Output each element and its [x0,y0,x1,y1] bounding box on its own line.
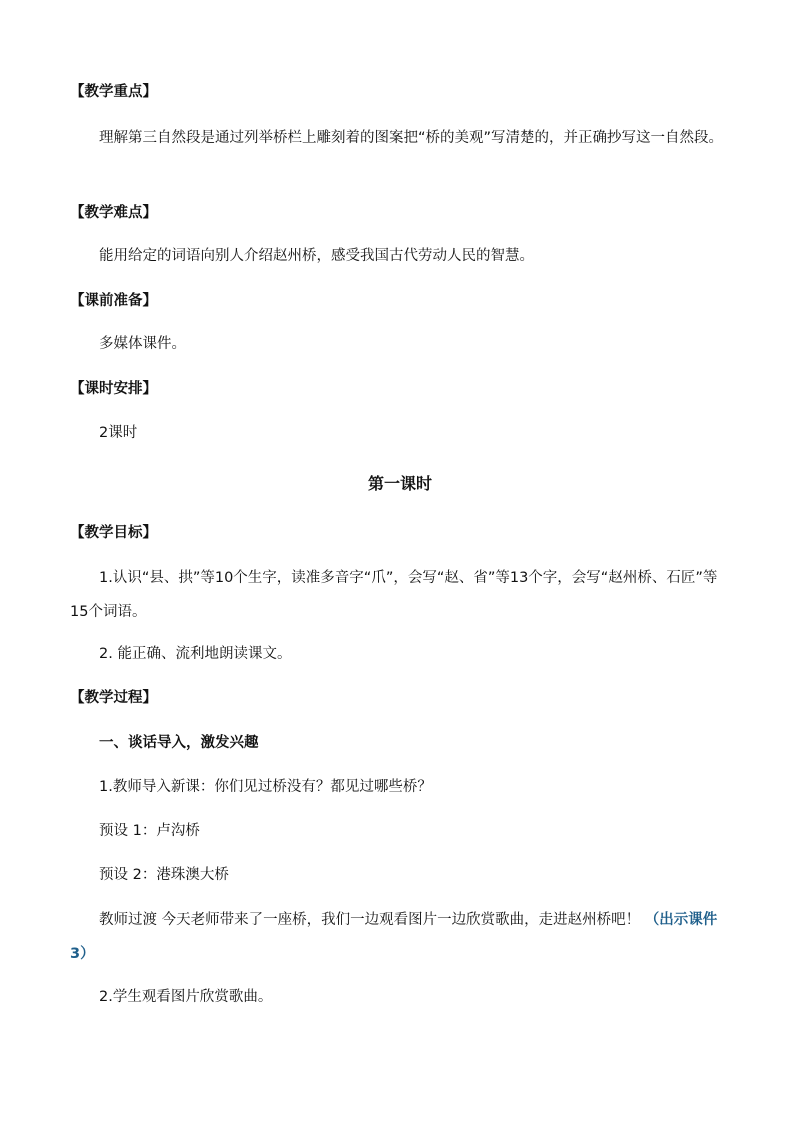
objectives-heading: 【教学目标】 [70,525,157,541]
process-item-2: 2.学生观看图片欣赏歌曲。 [99,989,273,1005]
transition-paragraph [70,903,730,971]
process-heading: 【教学过程】 [70,690,157,706]
schedule-heading: 【课时安排】 [70,381,157,397]
transition-text: 教师过渡 今天老师带来了一座桥，我们一边观看图片一边欣赏歌曲，走进赵州桥吧！ [99,912,641,928]
lesson-title: 第一课时 [367,474,432,493]
difficulties-heading: 【教学难点】 [70,205,157,221]
key-points-heading: 【教学重点】 [70,84,157,100]
key-points-paragraph: 理解第三自然段是通过列举桥栏上雕刻着的图案把“桥的美观”写清楚的，并正确抄写这一自然段。 [99,130,724,146]
preset-2: 预设 2：港珠澳大桥 [99,867,229,883]
document-page [70,0,730,1123]
objective-1: 1.认识“县、拱”等10个生字，读准多音字“爪”，会写“赵、省”等13个字，会写“赵州桥、石匠”等15个词语。 [70,570,718,620]
preparation-heading: 【课前准备】 [70,293,157,309]
preparation-paragraph: 多媒体课件。 [99,336,186,352]
preset-1: 预设 1：卢沟桥 [99,823,200,839]
objective-2: 2. 能正确、流利地朗读课文。 [99,646,292,662]
difficulties-paragraph: 能用给定的词语向别人介绍赵州桥，感受我国古代劳动人民的智慧。 [99,248,534,264]
process-item-1: 1.教师导入新课：你们见过桥没有？都见过哪些桥？ [99,779,432,795]
transition-note: （出示课件 3） [70,912,718,962]
schedule-paragraph: 2课时 [99,425,138,441]
process-subheading: 一、谈话导入，激发兴趣 [99,735,259,751]
